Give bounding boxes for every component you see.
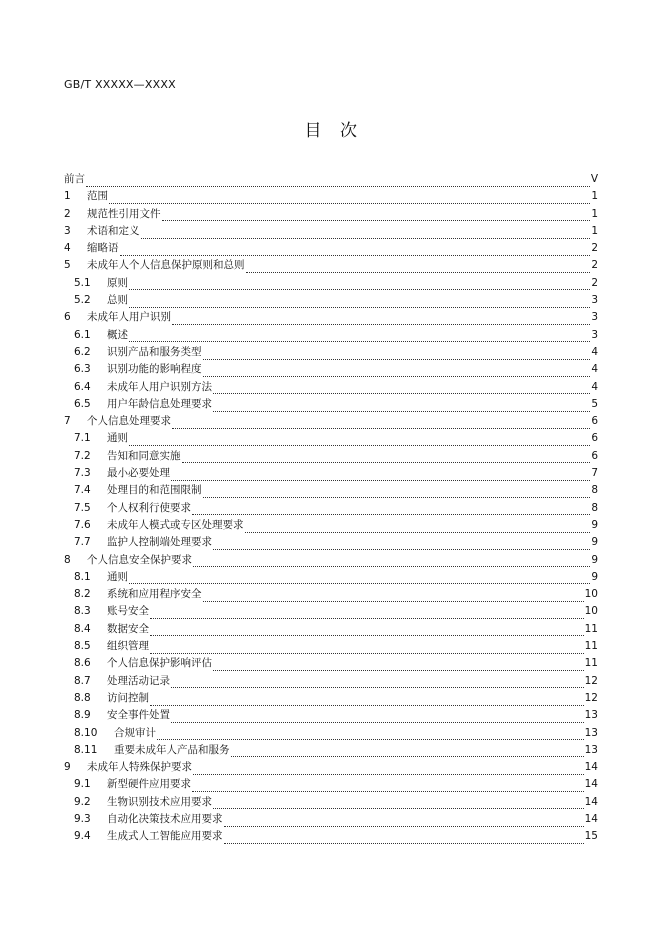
toc-entry-title: 重要未成年人产品和服务 xyxy=(114,743,230,756)
toc-entry-number: 8.2 xyxy=(74,588,91,601)
toc-dot-leader xyxy=(246,263,591,273)
toc-dot-leader xyxy=(192,505,590,515)
toc-entry[interactable] xyxy=(64,586,598,603)
toc-entry-number: 7.6 xyxy=(74,518,91,531)
toc-entry-title: 处理目的和范围限制 xyxy=(107,484,202,497)
toc-dot-leader xyxy=(171,678,584,688)
toc-entry-number: 7.2 xyxy=(74,449,91,462)
toc-entry[interactable] xyxy=(64,673,598,690)
toc-entry-page: 2 xyxy=(591,259,598,272)
toc-dot-leader xyxy=(172,419,590,429)
toc-entry-title: 未成年人用户识别 xyxy=(87,311,171,324)
toc-entry-title: 个人信息处理要求 xyxy=(87,415,171,428)
toc-entry[interactable] xyxy=(64,448,598,465)
toc-dot-leader xyxy=(213,384,590,394)
toc-entry-page: 13 xyxy=(584,726,598,739)
toc-heading-part2: 次 xyxy=(340,121,358,141)
toc-entry[interactable] xyxy=(64,171,598,188)
toc-entry-page: 4 xyxy=(591,345,598,358)
toc-entry[interactable] xyxy=(64,482,598,499)
toc-dot-leader xyxy=(224,817,584,827)
toc-entry-title: 最小必要处理 xyxy=(107,467,170,480)
toc-entry-title: 原则 xyxy=(107,276,128,289)
toc-entry-page: 14 xyxy=(584,812,598,825)
toc-entry-title: 新型硬件应用要求 xyxy=(107,778,191,791)
toc-entry-page: 6 xyxy=(591,432,598,445)
toc-entry-title: 系统和应用程序安全 xyxy=(107,588,202,601)
toc-entry[interactable] xyxy=(64,206,598,223)
toc-dot-leader xyxy=(213,402,590,412)
document-code: GB/T XXXXX—XXXX xyxy=(64,78,176,91)
toc-dot-leader xyxy=(231,747,584,757)
toc-entry-page: V xyxy=(590,173,598,185)
toc-dot-leader xyxy=(193,765,584,775)
toc-entry-number: 7.1 xyxy=(74,432,91,445)
toc-entry-title: 告知和同意实施 xyxy=(107,449,181,462)
toc-entry-page: 10 xyxy=(584,588,598,601)
toc-entry-number: 9.1 xyxy=(74,778,91,791)
toc-entry[interactable] xyxy=(64,534,598,551)
toc-entry-number: 6 xyxy=(64,311,71,324)
toc-entry-number: 9.4 xyxy=(74,830,91,843)
toc-dot-leader xyxy=(150,609,584,619)
toc-entry[interactable] xyxy=(64,638,598,655)
toc-entry-title: 未成年人模式或专区处理要求 xyxy=(107,518,244,531)
toc-entry-page: 3 xyxy=(591,328,598,341)
toc-entry[interactable] xyxy=(64,309,598,326)
toc-entry-title: 通则 xyxy=(107,432,128,445)
toc-dot-leader xyxy=(129,574,590,584)
toc-entry-title: 账号安全 xyxy=(107,605,149,618)
toc-entry-number: 7 xyxy=(64,415,71,428)
toc-entry-page: 2 xyxy=(591,276,598,289)
toc-dot-leader xyxy=(150,644,584,654)
toc-entry-title: 前言 xyxy=(64,173,85,185)
toc-entry[interactable] xyxy=(64,223,598,240)
toc-entry-number: 1 xyxy=(64,190,71,203)
toc-entry[interactable] xyxy=(64,794,598,811)
toc-entry[interactable] xyxy=(64,500,598,517)
toc-entry-title: 用户年龄信息处理要求 xyxy=(107,397,212,410)
toc-entry[interactable] xyxy=(64,569,598,586)
toc-dot-leader xyxy=(129,332,590,342)
toc-entry-title: 概述 xyxy=(107,328,128,341)
toc-entry-page: 8 xyxy=(591,501,598,514)
toc-entry-title: 未成年人特殊保护要求 xyxy=(87,761,192,774)
toc-entry-title: 未成年人个人信息保护原则和总则 xyxy=(87,259,245,272)
toc-entry-page: 11 xyxy=(584,622,598,635)
toc-entry[interactable] xyxy=(64,621,598,638)
toc-entry[interactable] xyxy=(64,240,598,257)
toc-entry[interactable] xyxy=(64,603,598,620)
toc-entry-number: 6.2 xyxy=(74,345,91,358)
toc-dot-leader xyxy=(245,523,591,533)
toc-entry[interactable] xyxy=(64,742,598,759)
toc-entry-page: 14 xyxy=(584,795,598,808)
toc-entry-page: 2 xyxy=(591,242,598,255)
toc-entry-title: 范围 xyxy=(87,190,108,203)
toc-entry-page: 12 xyxy=(584,691,598,704)
toc-entry-title: 缩略语 xyxy=(87,242,119,255)
toc-entry-page: 4 xyxy=(591,363,598,376)
toc-entry-title: 处理活动记录 xyxy=(107,674,170,687)
toc-entry-number: 8.4 xyxy=(74,622,91,635)
toc-entry-page: 9 xyxy=(591,536,598,549)
toc-dot-leader xyxy=(224,834,584,844)
toc-entry-title: 个人信息保护影响评估 xyxy=(107,657,212,670)
toc-entry-number: 8.3 xyxy=(74,605,91,618)
toc-dot-leader xyxy=(203,488,591,498)
toc-entry-number: 7.7 xyxy=(74,536,91,549)
toc-entry[interactable] xyxy=(64,828,598,845)
toc-entry-page: 1 xyxy=(591,224,598,237)
toc-entry-number: 8.5 xyxy=(74,640,91,653)
toc-entry-number: 5.1 xyxy=(74,276,91,289)
toc-dot-leader xyxy=(141,229,591,239)
toc-entry-number: 6.3 xyxy=(74,363,91,376)
toc-dot-leader xyxy=(213,799,584,809)
toc-entry-page: 12 xyxy=(584,674,598,687)
toc-entry[interactable] xyxy=(64,257,598,274)
toc-dot-leader xyxy=(182,453,591,463)
toc-dot-leader xyxy=(171,471,590,481)
toc-entry-number: 8.9 xyxy=(74,709,91,722)
toc-entry[interactable] xyxy=(64,396,598,413)
toc-entry-title: 个人权利行使要求 xyxy=(107,501,191,514)
toc-entry[interactable] xyxy=(64,690,598,707)
toc-entry-page: 3 xyxy=(591,311,598,324)
toc-entry-number: 8.10 xyxy=(74,726,98,739)
toc-entry-page: 5 xyxy=(591,397,598,410)
toc-entry-number: 7.4 xyxy=(74,484,91,497)
toc-entry-number: 8.8 xyxy=(74,691,91,704)
toc-entry[interactable] xyxy=(64,361,598,378)
toc-dot-leader xyxy=(192,782,584,792)
toc-entry-page: 10 xyxy=(584,605,598,618)
toc-entry[interactable] xyxy=(64,430,598,447)
toc-entry[interactable] xyxy=(64,465,598,482)
toc-entry-title: 识别产品和服务类型 xyxy=(107,345,202,358)
toc-dot-leader xyxy=(129,436,590,446)
toc-entry[interactable] xyxy=(64,725,598,742)
toc-entry[interactable] xyxy=(64,344,598,361)
toc-entry-number: 6.4 xyxy=(74,380,91,393)
table-of-contents xyxy=(64,171,598,846)
toc-entry-page: 11 xyxy=(584,640,598,653)
toc-entry[interactable] xyxy=(64,759,598,776)
toc-dot-leader xyxy=(203,367,591,377)
toc-entry[interactable] xyxy=(64,517,598,534)
toc-entry-number: 9.3 xyxy=(74,812,91,825)
toc-entry[interactable] xyxy=(64,811,598,828)
toc-entry-number: 4 xyxy=(64,242,71,255)
toc-entry-page: 11 xyxy=(584,657,598,670)
toc-entry-title: 组织管理 xyxy=(107,640,149,653)
toc-entry[interactable] xyxy=(64,655,598,672)
toc-entry[interactable] xyxy=(64,327,598,344)
toc-entry-number: 5.2 xyxy=(74,294,91,307)
toc-entry-number: 6.5 xyxy=(74,397,91,410)
toc-entry-title: 总则 xyxy=(107,294,128,307)
toc-entry-title: 个人信息安全保护要求 xyxy=(87,553,192,566)
toc-dot-leader xyxy=(172,315,590,325)
toc-entry-page: 1 xyxy=(591,207,598,220)
toc-entry-page: 6 xyxy=(591,449,598,462)
toc-entry-number: 3 xyxy=(64,224,71,237)
toc-dot-leader xyxy=(162,211,591,221)
toc-entry-number: 9 xyxy=(64,761,71,774)
toc-entry-number: 2 xyxy=(64,207,71,220)
toc-entry[interactable] xyxy=(64,776,598,793)
toc-entry-number: 8.7 xyxy=(74,674,91,687)
toc-entry-number: 8.1 xyxy=(74,570,91,583)
toc-entry-page: 9 xyxy=(591,553,598,566)
toc-dot-leader xyxy=(203,592,584,602)
toc-entry-page: 14 xyxy=(584,761,598,774)
toc-entry-page: 6 xyxy=(591,415,598,428)
toc-entry-page: 13 xyxy=(584,743,598,756)
toc-entry-title: 规范性引用文件 xyxy=(87,207,161,220)
toc-entry-title: 自动化决策技术应用要求 xyxy=(107,812,223,825)
toc-dot-leader xyxy=(213,661,584,671)
toc-entry-page: 9 xyxy=(591,570,598,583)
toc-dot-leader xyxy=(157,730,584,740)
toc-dot-leader xyxy=(109,194,590,204)
toc-entry-title: 识别功能的影响程度 xyxy=(107,363,202,376)
toc-dot-leader xyxy=(150,696,584,706)
toc-dot-leader xyxy=(129,280,590,290)
toc-entry-title: 访问控制 xyxy=(107,691,149,704)
toc-dot-leader xyxy=(150,626,584,636)
toc-entry[interactable] xyxy=(64,275,598,292)
toc-entry-number: 6.1 xyxy=(74,328,91,341)
toc-entry-number: 7.3 xyxy=(74,467,91,480)
toc-entry-number: 8 xyxy=(64,553,71,566)
toc-entry[interactable] xyxy=(64,707,598,724)
toc-entry[interactable] xyxy=(64,379,598,396)
toc-dot-leader xyxy=(120,246,591,256)
toc-entry-title: 合规审计 xyxy=(114,726,156,739)
toc-entry-page: 13 xyxy=(584,709,598,722)
toc-entry-title: 未成年人用户识别方法 xyxy=(107,380,212,393)
toc-entry-number: 8.6 xyxy=(74,657,91,670)
toc-entry-title: 生物识别技术应用要求 xyxy=(107,795,212,808)
toc-entry-page: 7 xyxy=(591,467,598,480)
toc-entry-title: 监护人控制端处理要求 xyxy=(107,536,212,549)
toc-dot-leader xyxy=(193,557,590,567)
toc-entry-page: 8 xyxy=(591,484,598,497)
toc-entry-title: 生成式人工智能应用要求 xyxy=(107,830,223,843)
toc-entry-number: 7.5 xyxy=(74,501,91,514)
toc-heading-part1: 目 xyxy=(304,121,322,141)
toc-dot-leader xyxy=(86,177,590,187)
toc-entry-title: 数据安全 xyxy=(107,622,149,635)
toc-entry[interactable] xyxy=(64,188,598,205)
toc-entry-title: 术语和定义 xyxy=(87,224,140,237)
toc-entry-page: 15 xyxy=(584,830,598,843)
toc-entry-number: 5 xyxy=(64,259,71,272)
toc-entry[interactable] xyxy=(64,413,598,430)
toc-entry[interactable] xyxy=(64,292,598,309)
toc-dot-leader xyxy=(171,713,584,723)
toc-dot-leader xyxy=(203,350,591,360)
toc-entry-page: 3 xyxy=(591,294,598,307)
toc-entry-page: 4 xyxy=(591,380,598,393)
toc-entry[interactable] xyxy=(64,552,598,569)
toc-entry-page: 1 xyxy=(591,190,598,203)
toc-dot-leader xyxy=(213,540,590,550)
toc-entry-title: 安全事件处置 xyxy=(107,709,170,722)
toc-entry-page: 9 xyxy=(591,518,598,531)
toc-entry-title: 通则 xyxy=(107,570,128,583)
toc-heading xyxy=(0,116,662,141)
toc-entry-number: 9.2 xyxy=(74,795,91,808)
toc-entry-number: 8.11 xyxy=(74,743,98,756)
toc-dot-leader xyxy=(129,298,590,308)
toc-entry-page: 14 xyxy=(584,778,598,791)
